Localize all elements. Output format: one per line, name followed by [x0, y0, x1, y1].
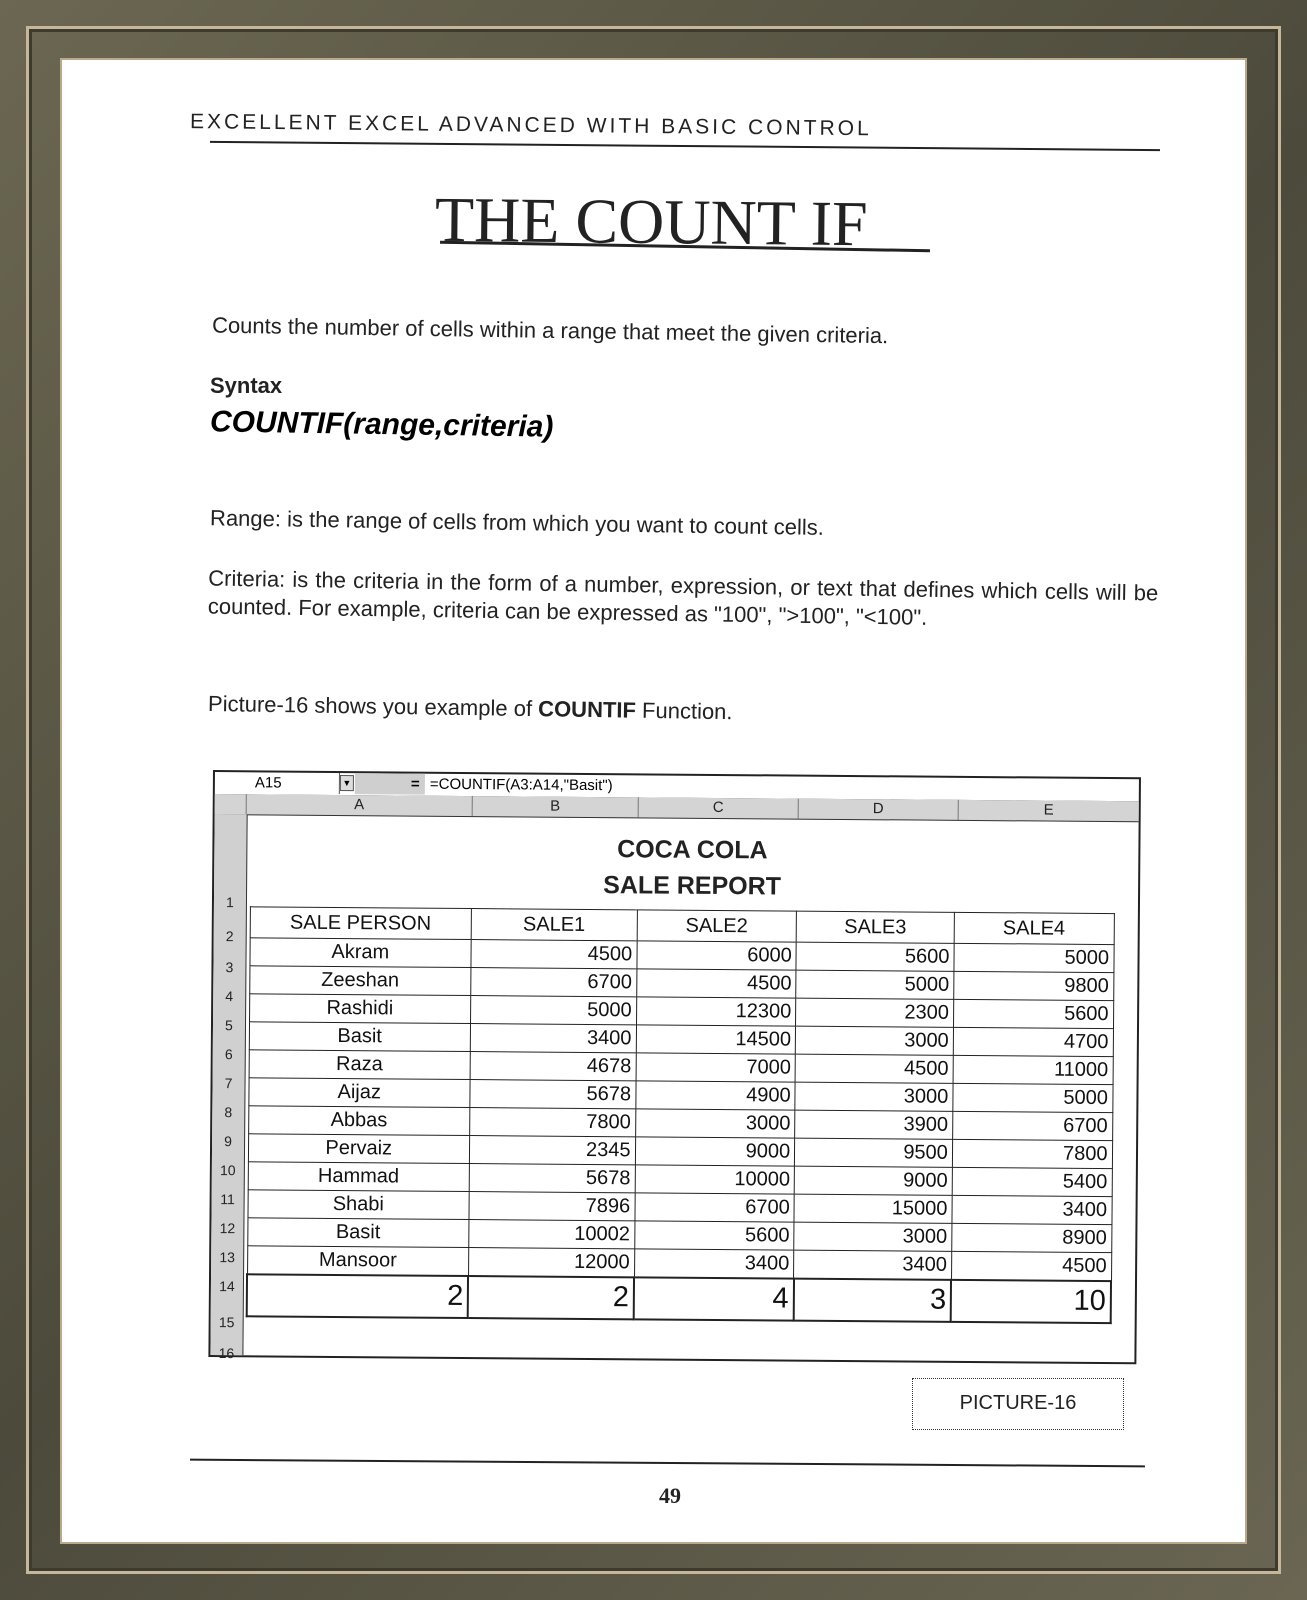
report-subtitle: SALE REPORT: [603, 871, 782, 901]
total-cell: 4: [634, 1277, 794, 1320]
header-cell: SALE PERSON: [250, 907, 472, 940]
value-cell: 4678: [470, 1052, 636, 1081]
total-cell: 2: [247, 1274, 469, 1318]
formula-text: =COUNTIF(A3:A14,"Basit"): [429, 775, 613, 795]
row-header: 3: [225, 959, 234, 976]
value-cell: 7896: [469, 1192, 635, 1221]
value-cell: 3400: [794, 1250, 952, 1279]
row-header: 9: [224, 1133, 233, 1150]
name-cell: Hammad: [248, 1162, 470, 1192]
value-cell: 9000: [635, 1137, 795, 1166]
column-header-e: E: [1043, 801, 1054, 819]
row-headers: [210, 814, 247, 1362]
row-header: 1: [225, 894, 234, 911]
page-title: THE COUNT IF: [434, 183, 868, 260]
value-cell: 3000: [795, 1026, 953, 1055]
value-cell: 5000: [953, 1083, 1113, 1112]
row-header: 11: [220, 1191, 235, 1208]
name-cell: Basit: [247, 1218, 469, 1248]
value-cell: 2300: [796, 998, 954, 1027]
name-cell: Rashidi: [249, 994, 471, 1024]
row-header: 12: [219, 1220, 236, 1237]
value-cell: 3900: [795, 1110, 953, 1139]
value-cell: 10002: [469, 1220, 635, 1249]
value-cell: 4500: [471, 940, 637, 969]
name-box: A15: [215, 772, 340, 794]
range-description: Range: is the range of cells from which you want to count cells.: [209, 505, 825, 540]
header-cell: SALE3: [796, 911, 954, 943]
picture-desc-suffix: Function.: [635, 697, 733, 725]
value-cell: 3400: [470, 1024, 636, 1053]
row-header: 4: [225, 988, 234, 1005]
value-cell: 3400: [634, 1249, 794, 1278]
value-cell: 10000: [635, 1165, 795, 1194]
value-cell: 14500: [636, 1025, 796, 1054]
name-cell: Zeeshan: [249, 966, 471, 996]
name-cell: Raza: [249, 1050, 471, 1080]
select-all-corner: [215, 794, 247, 814]
value-cell: 12000: [469, 1248, 635, 1277]
value-cell: 7000: [636, 1053, 796, 1082]
intro-paragraph: Counts the number of cells within a range that meet the given criteria.: [211, 312, 889, 349]
row-header: 8: [224, 1104, 233, 1121]
value-cell: 3000: [794, 1222, 952, 1251]
value-cell: 5000: [796, 970, 954, 999]
value-cell: 6700: [635, 1193, 795, 1222]
value-cell: 5000: [954, 943, 1114, 972]
value-cell: 15000: [794, 1194, 952, 1223]
header-cell: SALE4: [954, 912, 1114, 944]
equals-sign: =: [410, 775, 420, 793]
name-cell: Pervaiz: [248, 1134, 470, 1164]
column-header-a: A: [247, 794, 473, 816]
row-header: 5: [225, 1017, 233, 1034]
value-cell: 5400: [952, 1167, 1112, 1196]
syntax-code: COUNTIF(range,criteria): [209, 405, 554, 444]
value-cell: 5600: [634, 1221, 794, 1250]
name-cell: Shabi: [247, 1190, 469, 1220]
row-header: 10: [219, 1162, 236, 1179]
row-header: 2: [225, 928, 234, 945]
row-header: 15: [218, 1314, 235, 1331]
row-header: 6: [224, 1046, 233, 1063]
name-cell: Abbas: [248, 1106, 470, 1136]
value-cell: 3400: [952, 1195, 1112, 1224]
value-cell: 5600: [953, 999, 1113, 1028]
report-title: COCA COLA: [617, 835, 768, 865]
value-cell: 5000: [470, 996, 636, 1025]
picture-caption: PICTURE-16: [912, 1378, 1124, 1430]
value-cell: 7800: [470, 1108, 636, 1137]
syntax-label: Syntax: [210, 373, 283, 398]
value-cell: 11000: [953, 1055, 1113, 1084]
totals-row: [247, 1274, 1111, 1323]
header-cell: SALE1: [471, 909, 637, 941]
header-cell: SALE2: [637, 910, 797, 942]
name-cell: Akram: [249, 938, 471, 968]
value-cell: 5600: [796, 942, 954, 971]
value-cell: 6000: [637, 941, 797, 970]
value-cell: 7800: [952, 1139, 1112, 1168]
picture-desc-bold: COUNTIF: [537, 696, 637, 723]
value-cell: 4900: [635, 1081, 795, 1110]
value-cell: 2345: [469, 1136, 635, 1165]
criteria-description: Criteria: is the criteria in the form of a number, expression, or text that defines which cells will be counted. For example, criteria can be expressed as "100", ">100", "<100".: [207, 565, 1159, 630]
value-cell: 9500: [795, 1138, 953, 1167]
value-cell: 8900: [952, 1223, 1112, 1252]
value-cell: 9800: [954, 971, 1114, 1000]
name-cell: Aijaz: [248, 1078, 470, 1108]
column-header-d: D: [799, 799, 959, 820]
total-cell: 3: [793, 1278, 951, 1321]
row-header: 13: [219, 1249, 236, 1266]
name-box-dropdown-icon: ▼: [340, 775, 354, 791]
name-cell: Basit: [249, 1022, 471, 1052]
name-cell: Mansoor: [247, 1246, 469, 1276]
value-cell: 4500: [795, 1054, 953, 1083]
total-cell: 2: [468, 1276, 634, 1319]
row-header: 16: [218, 1345, 235, 1362]
value-cell: 5678: [470, 1080, 636, 1109]
value-cell: 9000: [794, 1166, 952, 1195]
value-cell: 5678: [469, 1164, 635, 1193]
total-cell: 10: [951, 1279, 1111, 1322]
value-cell: 3000: [795, 1082, 953, 1111]
value-cell: 3000: [635, 1109, 795, 1138]
value-cell: 4700: [953, 1027, 1113, 1056]
value-cell: 6700: [952, 1111, 1112, 1140]
spreadsheet-screenshot: [208, 770, 1141, 1364]
row-header: 14: [219, 1278, 235, 1295]
value-cell: 12300: [636, 997, 796, 1026]
page-number: 49: [659, 1483, 681, 1508]
running-header: EXCELLENT EXCEL ADVANCED WITH BASIC CONTROL: [189, 110, 872, 141]
row-header: 7: [224, 1075, 233, 1092]
value-cell: 6700: [471, 968, 637, 997]
column-header-c: C: [639, 797, 799, 818]
column-header-b: B: [473, 796, 639, 817]
sales-table: [246, 906, 1115, 1323]
value-cell: 4500: [951, 1251, 1111, 1280]
picture-desc-prefix: Picture-16 shows you example of: [207, 690, 539, 722]
value-cell: 4500: [636, 969, 796, 998]
